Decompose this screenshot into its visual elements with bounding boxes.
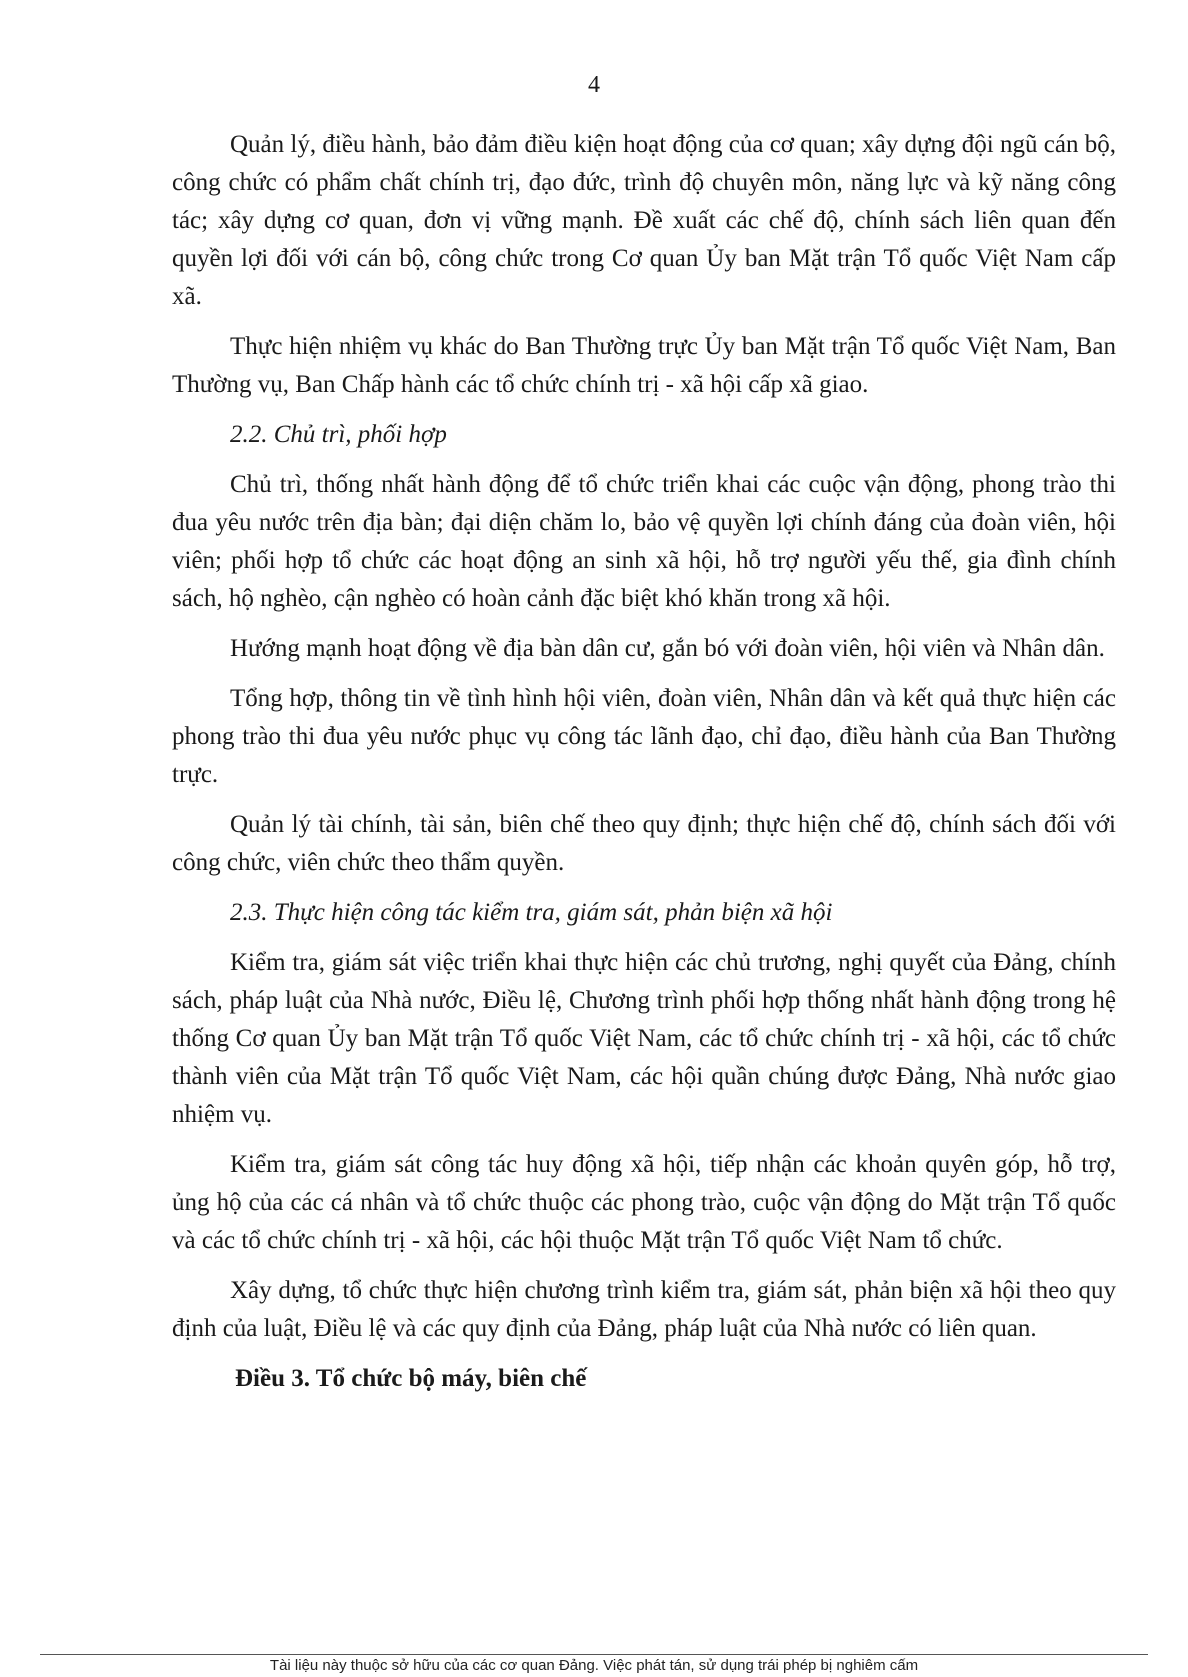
paragraph: Tổng hợp, thông tin về tình hình hội viên, đoàn viên, Nhân dân và kết quả thực hiện các phong trào thi đua yêu nước phục vụ công tác lãnh đạo, chỉ đạo, điều hành của Ban Thường trực.	[172, 685, 1116, 788]
paragraph: Chủ trì, thống nhất hành động để tổ chức triển khai các cuộc vận động, phong trào thi đua yêu nước trên địa bàn; đại diện chăm lo, bảo vệ quyền lợi chính đáng của đoàn viên, hội viên; phối hợp tổ chức các hoạt động an sinh xã hội, hỗ trợ người yếu thế, gia đình chính sách, hộ nghèo, cận nghèo có hoàn cảnh đặc biệt khó khăn trong xã hội.	[172, 471, 1116, 612]
paragraph: Quản lý, điều hành, bảo đảm điều kiện hoạt động của cơ quan; xây dựng đội ngũ cán bộ, công chức có phẩm chất chính trị, đạo đức, trình độ chuyên môn, năng lực và kỹ năng công tác; xây dựng cơ quan, đơn vị vững mạnh. Đề xuất các chế độ, chính sách liên quan đến quyền lợi đối với cán bộ, công chức trong Cơ quan Ủy ban Mặt trận Tổ quốc Việt Nam cấp xã.	[172, 131, 1116, 310]
paragraph: Thực hiện nhiệm vụ khác do Ban Thường trực Ủy ban Mặt trận Tổ quốc Việt Nam, Ban Thường vụ, Ban Chấp hành các tổ chức chính trị - xã hội cấp xã giao.	[172, 333, 1116, 398]
footer-notice: Tài liệu này thuộc sở hữu của các cơ quan Đảng. Việc phát tán, sử dụng trái phép bị nghiêm cấm	[269, 1657, 919, 1674]
article-3-heading: Điều 3. Tổ chức bộ máy, biên chế	[235, 1365, 587, 1392]
footer-divider	[40, 1654, 1148, 1655]
paragraph: Xây dựng, tổ chức thực hiện chương trình kiểm tra, giám sát, phản biện xã hội theo quy định của luật, Điều lệ và các quy định của Đảng, pháp luật của Nhà nước có liên quan.	[172, 1277, 1116, 1342]
paragraph: Hướng mạnh hoạt động về địa bàn dân cư, gắn bó với đoàn viên, hội viên và Nhân dân.	[230, 635, 1105, 662]
section-heading-2-3: 2.3. Thực hiện công tác kiểm tra, giám sát, phản biện xã hội	[230, 899, 833, 926]
page-number: 4	[588, 72, 600, 98]
paragraph: Quản lý tài chính, tài sản, biên chế theo quy định; thực hiện chế độ, chính sách đối với công chức, viên chức theo thẩm quyền.	[172, 811, 1116, 876]
document-body	[172, 126, 1116, 1398]
section-heading-2-2: 2.2. Chủ trì, phối hợp	[230, 421, 447, 448]
paragraph: Kiểm tra, giám sát việc triển khai thực hiện các chủ trương, nghị quyết của Đảng, chính sách, pháp luật của Nhà nước, Điều lệ, Chương trình phối hợp thống nhất hành động trong hệ thống Cơ quan Ủy ban Mặt trận Tổ quốc Việt Nam, các tổ chức chính trị - xã hội, các tổ chức thành viên của Mặt trận Tổ quốc Việt Nam, các hội quần chúng được Đảng, Nhà nước giao nhiệm vụ.	[172, 949, 1116, 1128]
paragraph: Kiểm tra, giám sát công tác huy động xã hội, tiếp nhận các khoản quyên góp, hỗ trợ, ủng hộ của các cá nhân và tổ chức thuộc các phong trào, cuộc vận động do Mặt trận Tổ quốc và các tổ chức chính trị - xã hội, các hội thuộc Mặt trận Tổ quốc Việt Nam tổ chức.	[172, 1151, 1116, 1254]
